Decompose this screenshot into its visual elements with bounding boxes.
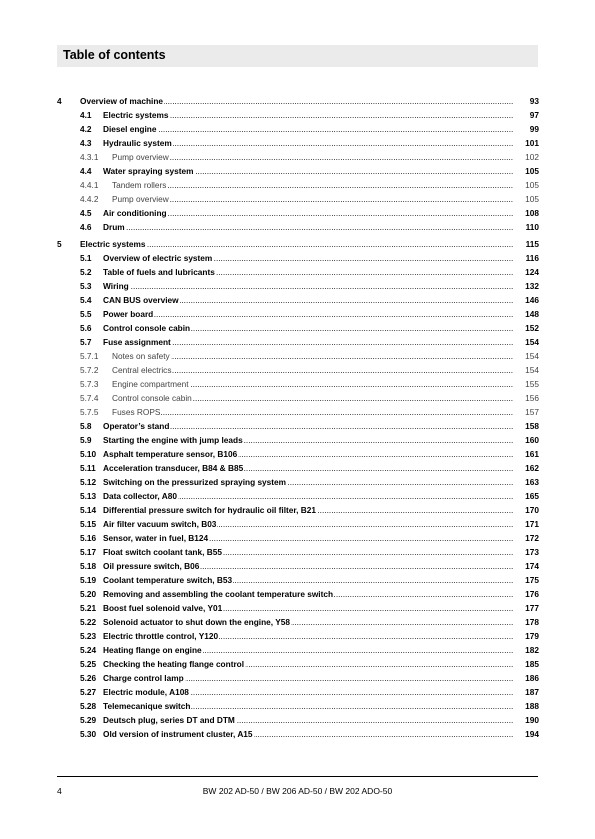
toc-entry-leader — [103, 206, 513, 220]
toc-entry-page: 146 — [525, 295, 539, 305]
toc-entry-leader — [103, 601, 513, 615]
toc-entry-title: Heating flange on engine — [103, 645, 202, 655]
toc-entry-page: 124 — [525, 267, 539, 277]
toc-entry[interactable] — [57, 265, 539, 279]
toc-entry-leader — [103, 461, 513, 475]
toc-entry[interactable] — [57, 307, 539, 321]
toc-entry-number: 5.16 — [80, 533, 97, 543]
toc-entry-number: 5.7.3 — [80, 379, 99, 389]
toc-entry-page: 171 — [525, 519, 539, 529]
toc-entry-number: 5 — [57, 239, 62, 249]
toc-entry-page: 110 — [525, 222, 539, 232]
toc-entry-number: 5.19 — [80, 575, 97, 585]
toc-entry-title: Differential pressure switch for hydraulic oil filter, B21 — [103, 505, 317, 515]
toc-entry-title: Table of fuels and lubricants — [103, 267, 215, 277]
toc-entry[interactable] — [57, 136, 539, 150]
toc-entry-number: 5.24 — [80, 645, 97, 655]
toc-entry-leader — [112, 192, 513, 206]
toc-entry-title: Acceleration transducer, B84 & B85 — [103, 463, 244, 473]
toc-entry-leader — [103, 615, 513, 629]
toc-entry[interactable] — [57, 321, 539, 335]
toc-entry-number: 5.20 — [80, 589, 97, 599]
toc-entry-leader — [103, 279, 513, 293]
toc-entry[interactable] — [57, 108, 539, 122]
toc-entry-page: 158 — [525, 421, 539, 431]
toc-entry-leader — [103, 164, 513, 178]
toc-entry-leader — [103, 503, 513, 517]
toc-entry-title: Asphalt temperature sensor, B106 — [103, 449, 238, 459]
toc-entry-page: 152 — [525, 323, 539, 333]
toc-entry-number: 5.13 — [80, 491, 97, 501]
toc-entry-leader — [112, 178, 513, 192]
toc-entry-title: Power board — [103, 309, 154, 319]
toc-entry-title: Telemecanique switch — [103, 701, 191, 711]
toc-entry-leader — [103, 629, 513, 643]
toc-entry[interactable] — [57, 587, 539, 601]
toc-entry-page: 174 — [525, 561, 539, 571]
toc-entry-title: Water spraying system — [103, 166, 194, 176]
toc-entry-leader — [103, 699, 513, 713]
toc-entry[interactable] — [57, 503, 539, 517]
toc-entry-page: 182 — [525, 645, 539, 655]
toc-entry-title: Control console cabin — [112, 393, 192, 403]
toc-entry-page: 175 — [525, 575, 539, 585]
toc-entry-title: Electric systems — [80, 239, 146, 249]
toc-entry[interactable] — [57, 122, 539, 136]
toc-entry-page: 186 — [525, 673, 539, 683]
toc-entry[interactable] — [57, 727, 539, 741]
toc-entry-leader — [80, 94, 513, 108]
toc-entry-title: Starting the engine with jump leads — [103, 435, 243, 445]
toc-entry[interactable] — [57, 349, 539, 363]
toc-entry-leader — [103, 531, 513, 545]
toc-entry-leader — [103, 475, 513, 489]
toc-entry-leader — [103, 108, 513, 122]
toc-entry-title: Sensor, water in fuel, B124 — [103, 533, 209, 543]
toc-entry-leader — [103, 643, 513, 657]
toc-entry-number: 5.27 — [80, 687, 97, 697]
toc-entry-leader — [103, 587, 513, 601]
toc-entry-number: 5.4 — [80, 295, 92, 305]
toc-entry-leader — [103, 321, 513, 335]
toc-entry-page: 176 — [525, 589, 539, 599]
toc-entry-title: Float switch coolant tank, B55 — [103, 547, 222, 557]
header-bar — [57, 45, 538, 67]
toc-entry-leader — [103, 307, 513, 321]
toc-entry-title: Old version of instrument cluster, A15 — [103, 729, 253, 739]
toc-entry-leader — [103, 122, 513, 136]
toc-entry[interactable] — [57, 279, 539, 293]
toc-entry[interactable] — [57, 685, 539, 699]
toc-entry-page: 177 — [525, 603, 539, 613]
toc-entry[interactable] — [57, 178, 539, 192]
toc-entry-page: 102 — [525, 152, 539, 162]
toc-entry-page: 97 — [529, 110, 539, 120]
toc-entry-leader — [103, 713, 513, 727]
toc-entry-number: 4.6 — [80, 222, 92, 232]
toc-entry-number: 5.2 — [80, 267, 92, 277]
toc-entry-page: 185 — [525, 659, 539, 669]
toc-entry-title: Drum — [103, 222, 125, 232]
footer-page-number: 4 — [57, 786, 62, 796]
toc-entry-leader — [112, 363, 513, 377]
toc-entry[interactable] — [57, 293, 539, 307]
toc-entry-title: Checking the heating flange control — [103, 659, 245, 669]
toc-entry-page: 108 — [525, 208, 539, 218]
toc-entry-number: 5.28 — [80, 701, 97, 711]
toc-entry-page: 101 — [525, 138, 539, 148]
toc-entry-page: 155 — [525, 379, 539, 389]
toc-entry-title: Electric module, A108 — [103, 687, 189, 697]
toc-entry-title: Pump overview — [112, 152, 169, 162]
toc-entry-title: Air filter vacuum switch, B03 — [103, 519, 217, 529]
toc-entry-leader — [103, 335, 513, 349]
toc-entry-number: 5.6 — [80, 323, 92, 333]
toc-entry-page: 160 — [525, 435, 539, 445]
toc-entry-page: 190 — [525, 715, 539, 725]
toc-entry-title: Electric systems — [103, 110, 169, 120]
footer-models: BW 202 AD-50 / BW 206 AD-50 / BW 202 ADO-50 — [202, 786, 393, 796]
toc-entry-leader — [103, 671, 513, 685]
toc-entry[interactable] — [57, 573, 539, 587]
toc-entry-number: 5.7 — [80, 337, 92, 347]
toc-entry-title: Overview of electric system — [103, 253, 213, 263]
toc-entry-number: 5.9 — [80, 435, 92, 445]
toc-entry-leader — [103, 657, 513, 671]
toc-entry-page: 99 — [529, 124, 539, 134]
toc-entry-page: 115 — [525, 239, 539, 249]
toc-entry-number: 5.29 — [80, 715, 97, 725]
toc-entry-number: 4.5 — [80, 208, 92, 218]
toc-entry-title: Operator’s stand — [103, 421, 170, 431]
toc-entry-page: 187 — [525, 687, 539, 697]
toc-entry-title: Control console cabin — [103, 323, 191, 333]
toc-entry-number: 5.1 — [80, 253, 92, 263]
toc-entry-title: Boost fuel solenoid valve, Y01 — [103, 603, 223, 613]
toc-entry[interactable] — [57, 335, 539, 349]
toc-entry[interactable] — [57, 489, 539, 503]
toc-entry[interactable] — [57, 363, 539, 377]
toc-entry-title: Air conditioning — [103, 208, 167, 218]
toc-entry-title: Coolant temperature switch, B53 — [103, 575, 233, 585]
toc-entry[interactable] — [57, 475, 539, 489]
toc-entry-number: 5.15 — [80, 519, 97, 529]
toc-entry-page: 157 — [525, 407, 539, 417]
toc-entry[interactable] — [57, 94, 539, 108]
toc-entry-leader — [103, 559, 513, 573]
toc-entry[interactable] — [57, 220, 539, 234]
toc-entry-number: 5.3 — [80, 281, 92, 291]
toc-entry[interactable] — [57, 419, 539, 433]
toc-entry-number: 5.22 — [80, 617, 97, 627]
toc-entry[interactable] — [57, 164, 539, 178]
toc-entry-leader — [103, 489, 513, 503]
toc-entry[interactable] — [57, 629, 539, 643]
toc-entry-page: 116 — [525, 253, 539, 263]
toc-entry[interactable] — [57, 615, 539, 629]
toc-entry-number: 4 — [57, 96, 62, 106]
toc-entry-title: Solenoid actuator to shut down the engine, Y58 — [103, 617, 291, 627]
toc-entry-page: 93 — [529, 96, 539, 106]
toc-entry-number: 5.25 — [80, 659, 97, 669]
toc-entry[interactable] — [57, 391, 539, 405]
toc-entry-page: 154 — [525, 351, 539, 361]
toc-entry[interactable] — [57, 531, 539, 545]
toc-entry-leader — [103, 220, 513, 234]
toc-entry-title: Hydraulic system — [103, 138, 172, 148]
toc-entry-title: Notes on safety — [112, 351, 170, 361]
footer-rule — [57, 776, 538, 777]
toc-entry-page: 165 — [525, 491, 539, 501]
toc-entry-number: 5.18 — [80, 561, 97, 571]
toc-entry[interactable] — [57, 671, 539, 685]
toc-entry[interactable] — [57, 251, 539, 265]
toc-entry-leader — [80, 237, 513, 251]
toc-entry-leader — [103, 685, 513, 699]
toc-entry[interactable] — [57, 447, 539, 461]
toc-entry-title: Overview of machine — [80, 96, 164, 106]
toc-entry-title: Switching on the pressurized spraying system — [103, 477, 287, 487]
toc-entry-number: 5.30 — [80, 729, 97, 739]
toc-entry-number: 5.14 — [80, 505, 97, 515]
toc-entry[interactable] — [57, 601, 539, 615]
toc-entry-page: 163 — [525, 477, 539, 487]
toc-entry-page: 173 — [525, 547, 539, 557]
toc-entry-title: Fuses ROPS — [112, 407, 161, 417]
toc-entry[interactable] — [57, 192, 539, 206]
toc-entry-number: 4.4.1 — [80, 180, 99, 190]
toc-entry-title: Central electrics — [112, 365, 172, 375]
toc-entry[interactable] — [57, 517, 539, 531]
toc-entry-number: 4.2 — [80, 124, 92, 134]
toc-entry-number: 4.4.2 — [80, 194, 99, 204]
toc-entry-page: 188 — [525, 701, 539, 711]
toc-entry-leader — [103, 265, 513, 279]
toc-entry-leader — [112, 405, 513, 419]
toc-entry-leader — [112, 391, 513, 405]
toc-entry-title: Data collector, A80 — [103, 491, 177, 501]
toc-entry-number: 5.7.2 — [80, 365, 99, 375]
toc-entry-leader — [103, 573, 513, 587]
toc-entry-title: Removing and assembling the coolant temperature switch — [103, 589, 334, 599]
toc-entry-number: 4.3.1 — [80, 152, 99, 162]
toc-entry-leader — [103, 251, 513, 265]
toc-entry-number: 4.4 — [80, 166, 92, 176]
toc-entry[interactable] — [57, 150, 539, 164]
toc-entry[interactable] — [57, 405, 539, 419]
toc-entry-leader — [112, 377, 513, 391]
toc-entry-leader — [103, 136, 513, 150]
toc-entry[interactable] — [57, 699, 539, 713]
toc-entry-number: 5.26 — [80, 673, 97, 683]
toc-entry-page: 105 — [525, 180, 539, 190]
toc-entry-page: 156 — [525, 393, 539, 403]
toc-entry-page: 170 — [525, 505, 539, 515]
toc-entry-title: Engine compartment — [112, 379, 189, 389]
toc-entry[interactable] — [57, 206, 539, 220]
toc-entry[interactable] — [57, 461, 539, 475]
toc-entry-number: 5.8 — [80, 421, 92, 431]
toc-entry-page: 105 — [525, 166, 539, 176]
toc-entry-leader — [103, 545, 513, 559]
toc-entry[interactable] — [57, 237, 539, 251]
toc-entry-number: 5.11 — [80, 463, 96, 473]
toc-entry[interactable] — [57, 377, 539, 391]
toc-entry-title: Diesel engine — [103, 124, 157, 134]
toc-entry-title: Tandem rollers — [112, 180, 167, 190]
toc-entry-title: CAN BUS overview — [103, 295, 179, 305]
table-of-contents — [57, 94, 539, 741]
toc-entry-title: Fuse assignment — [103, 337, 171, 347]
toc-entry-number: 5.12 — [80, 477, 97, 487]
toc-entry-number: 4.3 — [80, 138, 92, 148]
toc-entry-leader — [103, 293, 513, 307]
toc-entry-number: 5.10 — [80, 449, 97, 459]
toc-entry-leader — [103, 419, 513, 433]
toc-entry-page: 172 — [525, 533, 539, 543]
toc-entry-page: 194 — [525, 729, 539, 739]
toc-entry-title: Pump overview — [112, 194, 169, 204]
page-title: Table of contents — [63, 48, 166, 62]
toc-entry-number: 4.1 — [80, 110, 92, 120]
toc-entry-leader — [112, 349, 513, 363]
toc-entry-page: 105 — [525, 194, 539, 204]
toc-entry-title: Oil pressure switch, B06 — [103, 561, 200, 571]
toc-entry-page: 132 — [525, 281, 539, 291]
toc-entry-title: Electric throttle control, Y120 — [103, 631, 219, 641]
toc-entry-number: 5.7.1 — [80, 351, 99, 361]
toc-entry[interactable] — [57, 657, 539, 671]
toc-entry[interactable] — [57, 643, 539, 657]
toc-entry-leader — [103, 433, 513, 447]
toc-entry-number: 5.7.4 — [80, 393, 99, 403]
toc-entry-number: 5.7.5 — [80, 407, 99, 417]
toc-entry-number: 5.5 — [80, 309, 92, 319]
toc-entry-leader — [103, 727, 513, 741]
toc-entry[interactable] — [57, 433, 539, 447]
toc-entry-page: 179 — [525, 631, 539, 641]
toc-entry[interactable] — [57, 713, 539, 727]
toc-entry-title: Charge control lamp — [103, 673, 184, 683]
toc-entry[interactable] — [57, 559, 539, 573]
toc-entry-title: Deutsch plug, series DT and DTM — [103, 715, 235, 725]
toc-entry-page: 154 — [525, 365, 539, 375]
toc-entry-number: 5.21 — [80, 603, 97, 613]
toc-entry-leader — [103, 517, 513, 531]
toc-entry-title: Wiring — [103, 281, 129, 291]
toc-entry-page: 148 — [525, 309, 539, 319]
toc-entry-leader — [103, 447, 513, 461]
toc-entry-leader — [112, 150, 513, 164]
toc-entry-number: 5.23 — [80, 631, 97, 641]
toc-entry-page: 154 — [525, 337, 539, 347]
toc-entry-page: 161 — [525, 449, 539, 459]
toc-entry-page: 162 — [525, 463, 539, 473]
toc-entry-page: 178 — [525, 617, 539, 627]
toc-entry[interactable] — [57, 545, 539, 559]
toc-entry-number: 5.17 — [80, 547, 97, 557]
